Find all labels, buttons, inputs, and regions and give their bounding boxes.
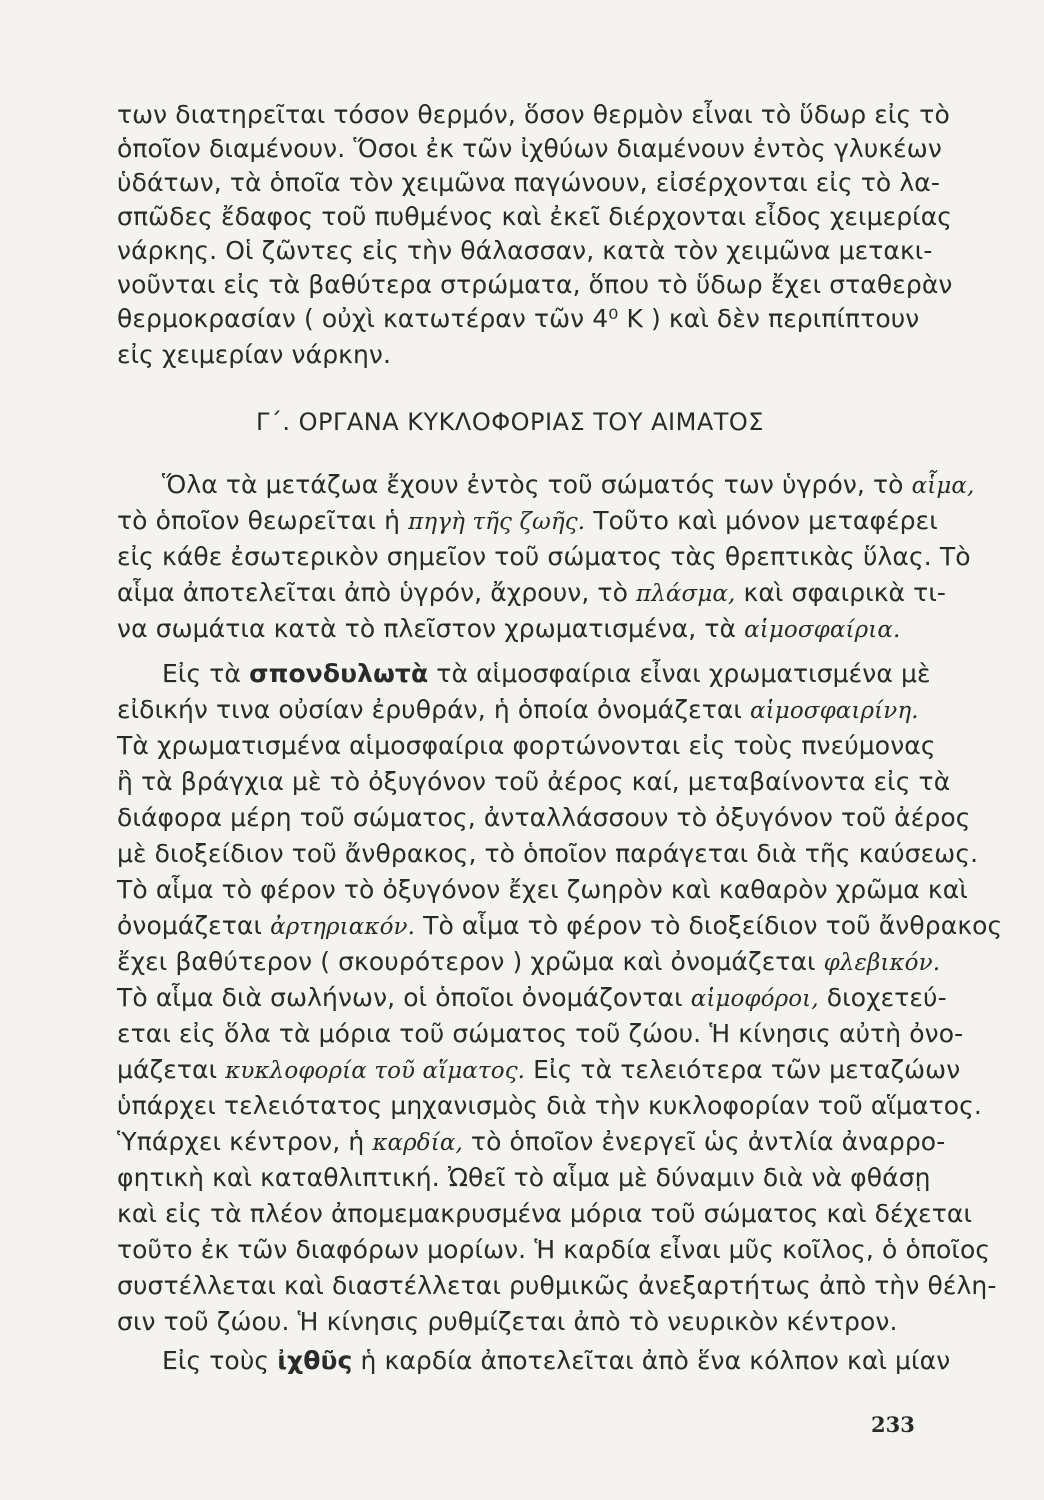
- text-line: [117, 505, 938, 538]
- text-line: μὲ διοξείδιον τοῦ ἄνθρακος, τὸ ὁποῖον παράγεται διὰ τῆς καύσεως.: [117, 839, 979, 868]
- text-run: Εἰς τὰ τελειότερα τῶν μεταζώων: [525, 1055, 961, 1084]
- text-run: Ὅλα τὰ μετάζωα ἔχουν ἐντὸς τοῦ σώματός των ὑγρόν, τὸ: [162, 470, 912, 499]
- text-line: συστέλλεται καὶ διαστέλλεται ρυθμικῶς ἀνεξαρτήτως ἀπὸ τὴν θέλη-: [117, 1271, 997, 1300]
- text-line: σιν τοῦ ζώου. Ἡ κίνησις ρυθμίζεται ἀπὸ τὸ νευρικὸν κέντρον.: [117, 1307, 898, 1336]
- italic-term: αἱμοσφαίρια.: [744, 617, 901, 643]
- text-line: Τὰ χρωματισμένα αἱμοσφαίρια φορτώνονται εἰς τοὺς πνεύμονας: [117, 731, 936, 760]
- italic-term: καρδία,: [372, 1130, 463, 1156]
- bold-term: σπονδυλωτὰ: [249, 659, 429, 688]
- text-line: [117, 982, 947, 1015]
- text-line: ὑπάρχει τελειότατος μηχανισμὸς διὰ τὴν κυκλοφορίαν τοῦ αἵματος.: [117, 1091, 982, 1120]
- italic-term: πλάσμα,: [636, 581, 736, 607]
- text-run: ὀνομάζεται: [117, 911, 271, 940]
- text-line: [162, 1345, 951, 1377]
- text-run: Εἰς τοὺς: [162, 1346, 278, 1375]
- text-line: ὑδάτων, τὰ ὁποῖα τὸν χειμῶνα παγώνουν, εἰσέρχονται εἰς τὸ λα-: [117, 168, 940, 197]
- section-heading: Γ΄. ΟΡΓΑΝΑ ΚΥΚΛΟΦΟΡΙΑΣ ΤΟΥ ΑΙΜΑΤΟΣ: [256, 408, 764, 436]
- text-line: καὶ εἰς τὰ πλέον ἀπομεμακρυσμένα μόρια τοῦ σώματος καὶ δέχεται: [117, 1199, 973, 1228]
- text-line: εται εἰς ὅλα τὰ μόρια τοῦ σώματος τοῦ ζώου. Ἡ κίνησις αὐτὴ ὀνο-: [117, 1019, 964, 1048]
- italic-term: κυκλοφορία τοῦ αἵματος.: [225, 1058, 526, 1084]
- text-run: τὸ ὁποῖον θεωρεῖται ἡ: [117, 506, 409, 535]
- text-line: εἰς χειμερίαν νάρκην.: [117, 340, 392, 369]
- text-line: [117, 1054, 961, 1087]
- text-run: Εἰς τὰ: [162, 659, 250, 688]
- text-line: [117, 577, 947, 610]
- text-line: φητικὴ καὶ καταθλιπτική. Ὠθεῖ τὸ αἷμα μὲ δύναμιν διὰ νὰ φθάσῃ: [117, 1163, 931, 1192]
- text-run: Τοῦτο καὶ μόνον μεταφέρει: [585, 506, 938, 535]
- text-line: σπῶδες ἔδαφος τοῦ πυθμένος καὶ ἐκεῖ διέρχονται εἶδος χειμερίας: [117, 202, 953, 231]
- italic-term: αἱμοφόροι,: [690, 986, 819, 1012]
- text-line: θερμοκρασίαν ( οὐχὶ κατωτέραν τῶν 4⁰ Κ ) καὶ δὲν περιπίπτουν: [117, 304, 920, 333]
- text-line: διάφορα μέρη τοῦ σώματος, ἀνταλλάσσουν τὸ ὀξυγόνον τοῦ ἀέρος: [117, 803, 971, 832]
- page-number: 233: [871, 1412, 915, 1437]
- text-line: [117, 910, 1003, 943]
- text-line: νάρκης. Οἱ ζῶντες εἰς τὴν θάλασσαν, κατὰ τὸν χειμῶνα μετακι-: [117, 236, 933, 265]
- text-run: ἔχει βαθύτερον ( σκουρότερον ) χρῶμα καὶ ὀνομάζεται: [117, 947, 824, 976]
- text-line: [162, 658, 931, 690]
- text-line: ὁποῖον διαμένουν. Ὅσοι ἐκ τῶν ἰχθύων διαμένουν ἐντὸς γλυκέων: [117, 134, 942, 163]
- bold-term: ἰχθῦς: [277, 1346, 353, 1375]
- italic-term: αἱμοσφαιρίνη.: [750, 698, 919, 724]
- italic-term: φλεβικόν.: [823, 950, 941, 976]
- italic-term: αἷμα,: [911, 473, 975, 499]
- text-line: τοῦτο ἐκ τῶν διαφόρων μορίων. Ἡ καρδία εἶναι μῦς κοῖλος, ὁ ὁποῖος: [117, 1235, 991, 1264]
- text-run: Τὸ αἷμα τὸ φέρον τὸ διοξείδιον τοῦ ἄνθρακος: [415, 911, 1003, 940]
- text-line: εἰς κάθε ἐσωτερικὸν σημεῖον τοῦ σώματος τὰς θρεπτικὰς ὕλας. Τὸ: [117, 542, 971, 571]
- text-run: αἷμα ἀποτελεῖται ἀπὸ ὑγρόν, ἄχρουν, τὸ: [117, 578, 637, 607]
- text-run: Ὑπάρχει κέντρον, ἡ: [117, 1127, 373, 1156]
- text-line: νοῦνται εἰς τὰ βαθύτερα στρώματα, ὅπου τὸ ὕδωρ ἔχει σταθερὰν: [117, 270, 953, 299]
- text-line: ἢ τὰ βράγχια μὲ τὸ ὀξυγόνον τοῦ ἀέρος καί, μεταβαίνοντα εἰς τὰ: [117, 767, 951, 796]
- text-line: Τὸ αἷμα τὸ φέρον τὸ ὀξυγόνον ἔχει ζωηρὸν καὶ καθαρὸν χρῶμα καὶ: [117, 875, 968, 904]
- text-line: [162, 469, 975, 502]
- italic-term: πηγὴ τῆς ζωῆς.: [408, 509, 586, 535]
- text-run: να σωμάτια κατὰ τὸ πλεῖστον χρωματισμένα, τὰ: [117, 614, 745, 643]
- text-run: τὸ ὁποῖον ἐνεργεῖ ὡς ἀντλία ἀναρρο-: [462, 1127, 946, 1156]
- text-line: των διατηρεῖται τόσον θερμόν, ὅσον θερμὸν εἶναι τὸ ὕδωρ εἰς τὸ: [117, 100, 950, 129]
- italic-term: ἀρτηριακόν.: [270, 914, 416, 940]
- text-run: τὰ αἱμοσφαίρια εἶναι χρωματισμένα μὲ: [428, 659, 931, 688]
- text-run: Τὸ αἷμα διὰ σωλήνων, οἱ ὁποῖοι ὀνομάζονται: [117, 983, 691, 1012]
- text-line: [117, 1126, 946, 1159]
- text-line: [117, 946, 941, 979]
- text-run: εἰδικήν τινα οὐσίαν ἐρυθράν, ἡ ὁποία ὀνομάζεται: [117, 695, 751, 724]
- text-run: καὶ σφαιρικὰ τι-: [735, 578, 947, 607]
- text-run: διοχετεύ-: [818, 983, 947, 1012]
- text-run: μάζεται: [117, 1055, 226, 1084]
- text-line: [117, 613, 911, 646]
- text-run: ἡ καρδία ἀποτελεῖται ἀπὸ ἕνα κόλπον καὶ μίαν: [352, 1346, 951, 1375]
- text-line: [117, 694, 919, 727]
